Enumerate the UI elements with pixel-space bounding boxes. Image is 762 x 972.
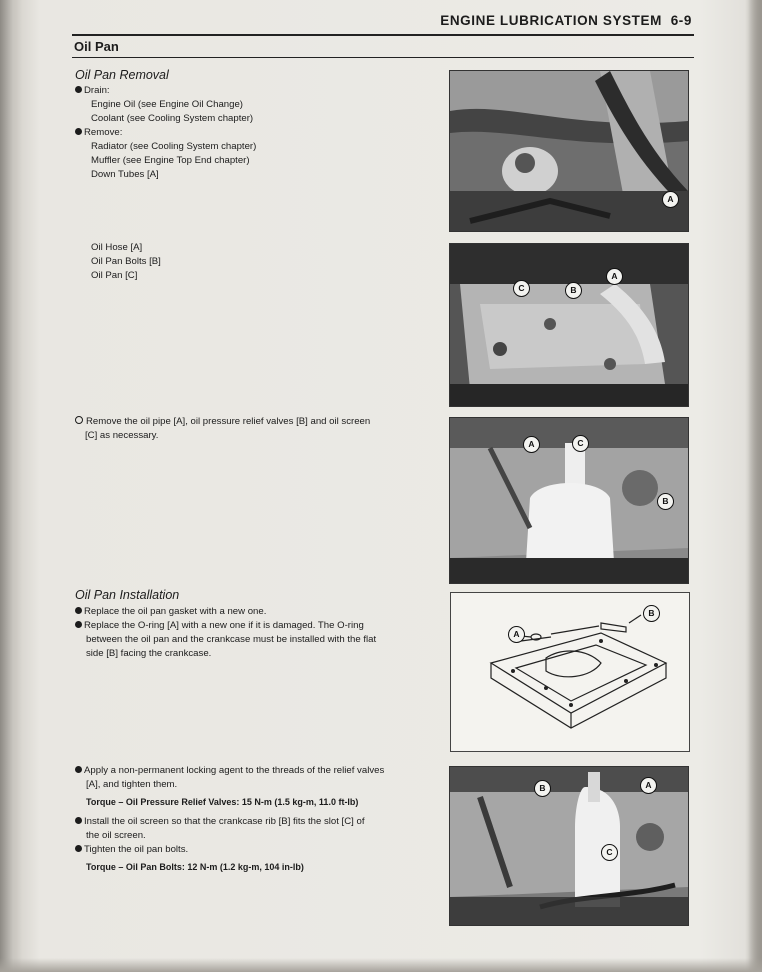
photo-down-tubes [449,70,689,232]
callout-b: B [565,282,582,299]
drain-item: Coolant (see Cooling System chapter) [91,113,254,124]
install-step-text: the oil screen. [86,830,146,841]
callout-a: A [523,436,540,453]
photo-down-tubes-image [450,71,688,231]
photo-oil-screen [449,417,689,584]
install-step-3 [75,764,384,778]
torque-relief-valves: Torque – Oil Pressure Relief Valves: 15 N-m (1.5 kg-m, 11.0 ft-lb) [86,797,359,807]
photo-oil-pan-bolts [449,243,689,407]
note-line: Remove the oil pipe [A], oil pressure relief valves [B] and oil screen [86,416,371,427]
drain-label: Drain: [84,85,110,96]
install-step-2 [75,619,364,633]
drain-item: Engine Oil (see Engine Oil Change) [91,99,243,110]
install-step-text: between the oil pan and the crankcase must be installed with the flat [86,634,377,645]
install-step-5 [75,843,188,857]
header-rule [72,34,694,36]
callout-a: A [606,268,623,285]
remove-label: Remove: [84,127,123,138]
install-step-text: Replace the oil pan gasket with a new one. [84,606,267,617]
note-line: [C] as necessary. [85,430,159,441]
diagram-oil-pan-gasket [450,592,690,752]
torque-oil-pan-bolts: Torque – Oil Pan Bolts: 12 N-m (1.2 kg-m, 104 in-lb) [86,862,304,872]
page-edge-shadow [748,0,762,972]
pan-item: Oil Hose [A] [91,242,143,253]
section-rule [72,57,694,58]
pan-item: Oil Pan Bolts [B] [91,256,161,267]
photo-oil-pan-image [450,244,688,406]
remove-bullet [75,126,122,140]
callout-a: A [508,626,525,643]
section-title: Oil Pan [74,39,119,54]
installation-heading: Oil Pan Installation [75,588,180,602]
callout-a: A [662,191,679,208]
install-step-text: [A], and tighten them. [86,779,178,790]
remove-item: Muffler (see Engine Top End chapter) [91,155,250,166]
page-binding-shadow [0,0,22,972]
callout-a: A [640,777,657,794]
remove-item: Radiator (see Cooling System chapter) [91,141,257,152]
remove-item: Down Tubes [A] [91,169,159,180]
pan-item: Oil Pan [C] [91,270,138,281]
drain-bullet [75,84,110,98]
install-step-1 [75,605,266,619]
install-step-text: Replace the O-ring [A] with a new one if it is damaged. The O-ring [84,620,364,631]
install-step-text: Tighten the oil pan bolts. [84,844,189,855]
install-step-text: Apply a non-permanent locking agent to the threads of the relief valves [84,765,385,776]
photo-oil-screen-image [450,418,688,583]
callout-b: B [534,780,551,797]
callout-b: B [657,493,674,510]
photo-oil-screen-install [449,766,689,926]
running-header [400,13,692,28]
callout-c: C [601,844,618,861]
callout-b: B [643,605,660,622]
install-step-4 [75,815,364,829]
install-step-text: Install the oil screen so that the crankcase rib [B] fits the slot [C] of [84,816,365,827]
note-bullet [75,415,370,429]
removal-heading: Oil Pan Removal [75,68,169,82]
page-number: 6-9 [670,13,692,28]
callout-c: C [572,435,589,452]
page-bottom-shadow [0,958,762,972]
callout-c: C [513,280,530,297]
install-step-text: side [B] facing the crankcase. [86,648,212,659]
header-title: ENGINE LUBRICATION SYSTEM [440,13,662,28]
